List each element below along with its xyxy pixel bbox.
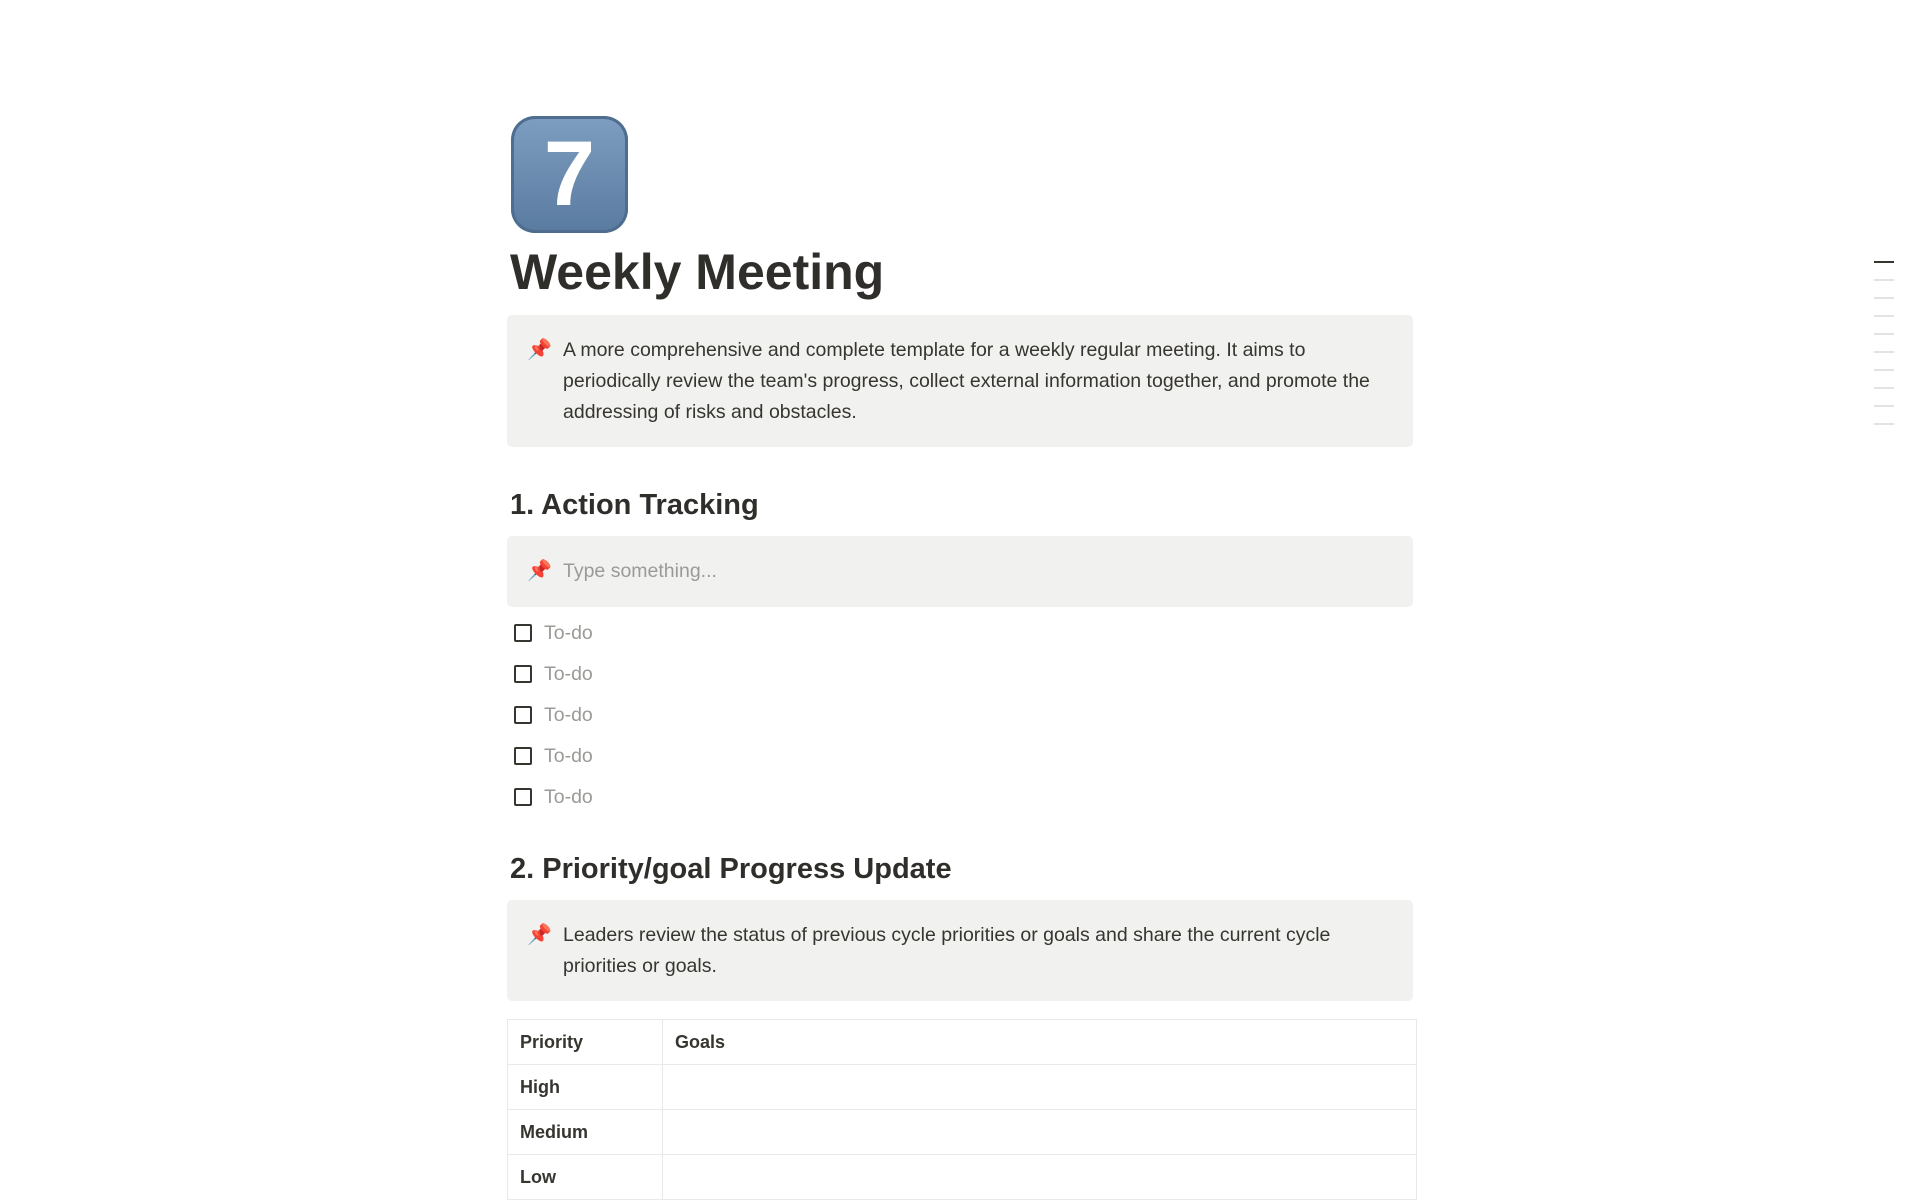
- table-row: [508, 1155, 1417, 1200]
- toc-marker[interactable]: [1874, 333, 1894, 335]
- todo-label[interactable]: To-do: [544, 662, 593, 685]
- toc-marker[interactable]: [1874, 351, 1894, 353]
- section-heading-priority-update[interactable]: 2. Priority/goal Progress Update: [510, 853, 952, 885]
- todo-label[interactable]: To-do: [544, 744, 593, 767]
- priority-cell[interactable]: High: [508, 1065, 663, 1110]
- priority-cell[interactable]: Medium: [508, 1110, 663, 1155]
- todo-label[interactable]: To-do: [544, 621, 593, 644]
- todo-label[interactable]: To-do: [544, 785, 593, 808]
- callout-text[interactable]: Leaders review the status of previous cycle priorities or goals and share the current cycle priorities or goals.: [563, 924, 1331, 977]
- checkbox[interactable]: [514, 747, 532, 765]
- pushpin-icon: 📌: [527, 560, 552, 582]
- toc-marker[interactable]: [1874, 423, 1894, 425]
- header-goals[interactable]: Goals: [663, 1020, 1417, 1065]
- checkbox[interactable]: [514, 665, 532, 683]
- todo-item[interactable]: [514, 616, 593, 650]
- checkbox[interactable]: [514, 624, 532, 642]
- toc-marker[interactable]: [1874, 369, 1894, 371]
- toc-marker[interactable]: [1874, 405, 1894, 407]
- section-heading-action-tracking[interactable]: 1. Action Tracking: [510, 489, 759, 521]
- intro-callout[interactable]: [507, 315, 1413, 447]
- callout-text[interactable]: A more comprehensive and complete template for a weekly regular meeting. It aims to periodically review the team's progress, collect external information together, and promote the addressing of risks and obstacles.: [563, 339, 1370, 423]
- goals-cell[interactable]: [663, 1155, 1417, 1200]
- priority-goals-table: [507, 1019, 1417, 1200]
- todo-label[interactable]: To-do: [544, 703, 593, 726]
- table-row: [508, 1110, 1417, 1155]
- pushpin-icon: 📌: [527, 339, 552, 361]
- todo-item[interactable]: [514, 657, 593, 691]
- priority-callout[interactable]: [507, 900, 1413, 1001]
- toc-marker-active[interactable]: [1874, 261, 1894, 263]
- goals-cell[interactable]: [663, 1110, 1417, 1155]
- toc-marker[interactable]: [1874, 387, 1894, 389]
- page-title[interactable]: Weekly Meeting: [510, 244, 885, 300]
- action-callout[interactable]: [507, 536, 1413, 607]
- callout-placeholder[interactable]: Type something...: [563, 560, 717, 582]
- todo-item[interactable]: [514, 739, 593, 773]
- goals-cell[interactable]: [663, 1065, 1417, 1110]
- toc-marker[interactable]: [1874, 297, 1894, 299]
- priority-cell[interactable]: Low: [508, 1155, 663, 1200]
- todo-item[interactable]: [514, 780, 593, 814]
- toc-marker[interactable]: [1874, 315, 1894, 317]
- pushpin-icon: 📌: [527, 924, 552, 946]
- checkbox[interactable]: [514, 706, 532, 724]
- toc-marker[interactable]: [1874, 279, 1894, 281]
- page-icon[interactable]: 7: [511, 116, 628, 233]
- header-priority[interactable]: Priority: [508, 1020, 663, 1065]
- table-header-row: [508, 1020, 1417, 1065]
- todo-item[interactable]: [514, 698, 593, 732]
- checkbox[interactable]: [514, 788, 532, 806]
- table-row: [508, 1065, 1417, 1110]
